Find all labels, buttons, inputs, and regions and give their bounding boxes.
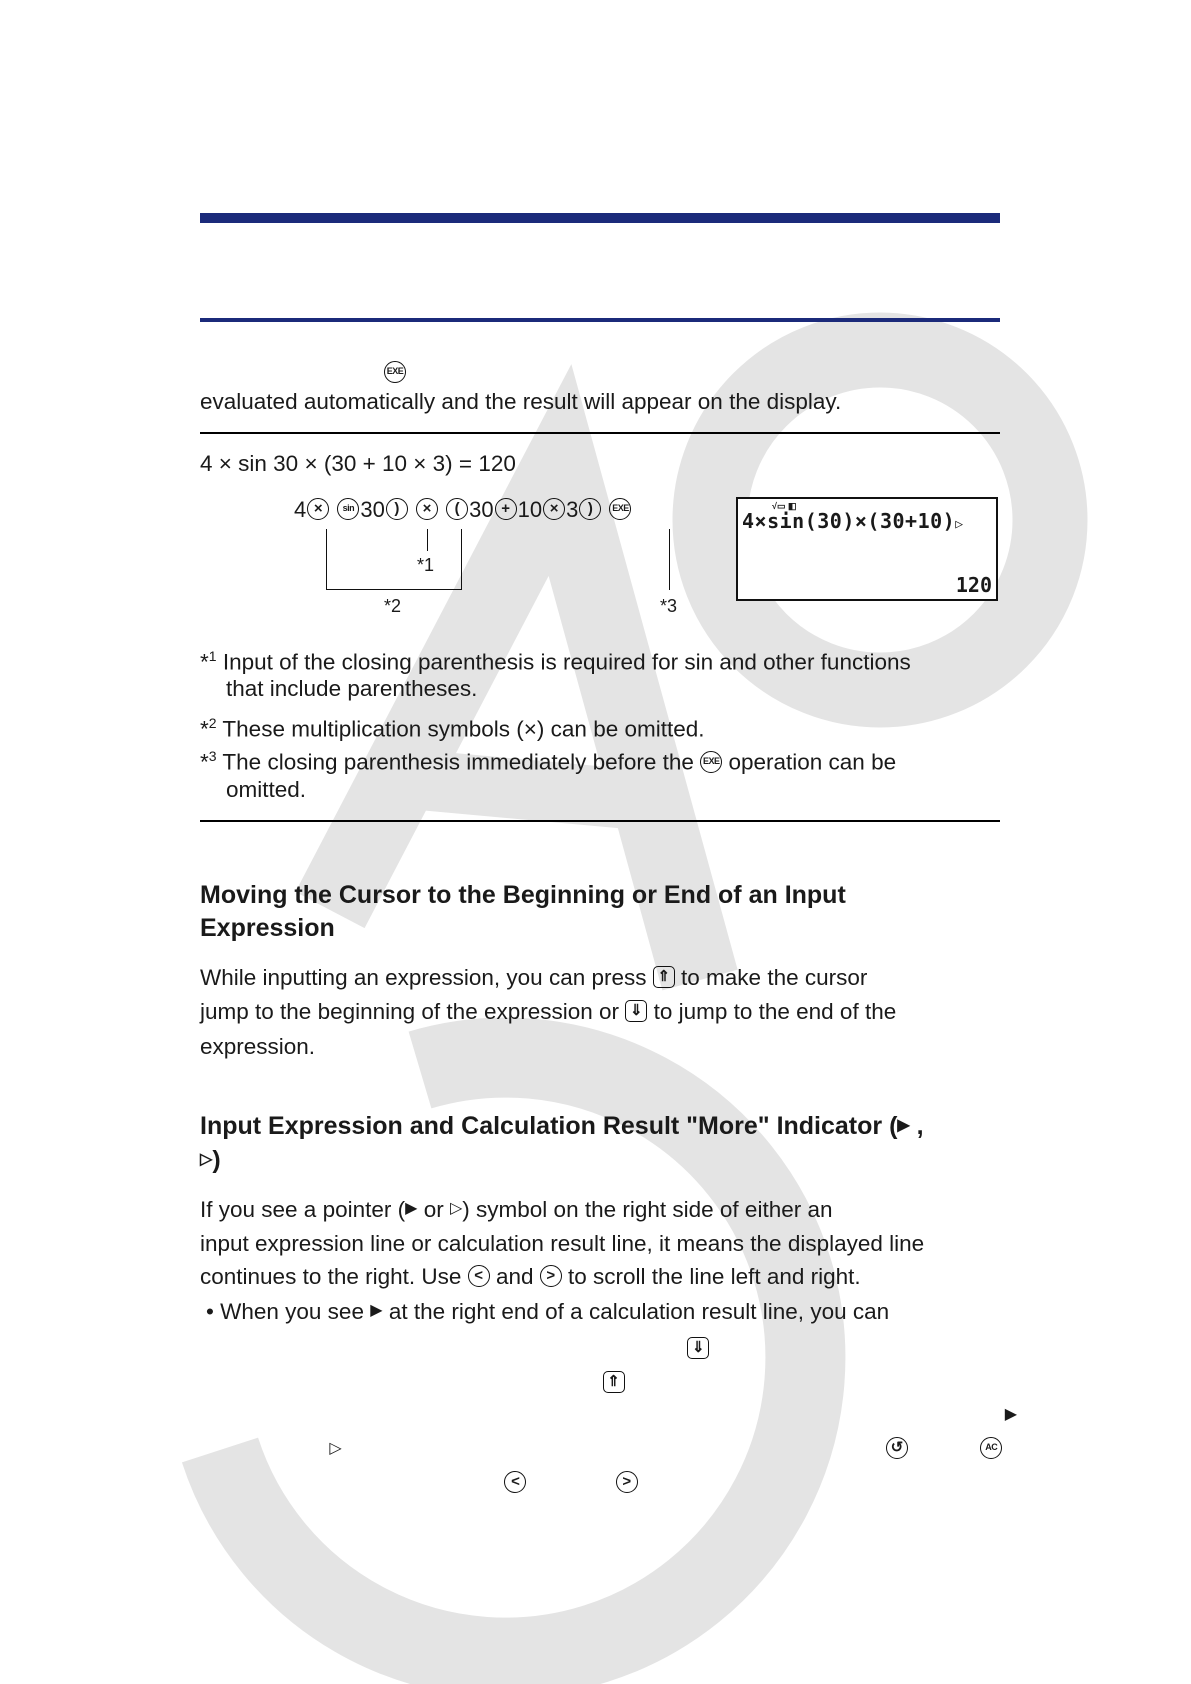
double-down-key-icon: ⇓ (625, 1000, 647, 1022)
text: to make the cursor (681, 965, 868, 990)
double-down-key-icon: ⇓ (687, 1337, 709, 1359)
note-1-cont: that include parentheses. (226, 676, 478, 701)
note-mark: * (200, 749, 209, 775)
text: continues to the right. Use (200, 1264, 462, 1289)
key-digits-30b: 30 (469, 497, 494, 522)
solid-pointer-icon: ▶ (405, 1200, 418, 1218)
section1-para-line2 (200, 998, 896, 1026)
callout-label-3: *3 (660, 596, 678, 616)
note-3-text-b: operation can be (728, 749, 897, 775)
key-sequence (294, 497, 632, 523)
note-2 (200, 709, 705, 744)
display-expression-text: 4×sin(30)×(30+10) (742, 509, 956, 533)
callout-label-1: *1 (417, 555, 435, 575)
plus-key-icon: + (495, 498, 517, 520)
callout-line-1 (427, 529, 428, 551)
solid-pointer-icon: ▶ (897, 1116, 910, 1134)
section-title-line: Expression (200, 914, 335, 942)
key-digits-10: 10 (517, 497, 543, 522)
section1-para-line1 (200, 964, 867, 992)
multiply-key-icon: × (543, 498, 565, 520)
sin-key-icon: sin (337, 498, 359, 520)
close-paren-key-icon: ) (579, 498, 601, 520)
section2-para-line2: input expression line or calculation result line, it means the displayed line (200, 1231, 925, 1256)
text: ) symbol on the right side of either an (462, 1197, 833, 1222)
section1-para-line3: expression. (200, 1034, 316, 1059)
multiply-key-icon: × (307, 498, 329, 520)
section2-para-line3 (200, 1263, 861, 1291)
right-arrow-key-icon: > (540, 1265, 562, 1287)
example-expression: 4 × sin 30 × (30 + 10 × 3) = 120 (200, 451, 516, 476)
callout-line-3 (669, 529, 670, 590)
section-title-cursor (200, 879, 846, 945)
exe-key-icon: EXE (700, 751, 722, 773)
double-up-key-icon: ⇑ (603, 1371, 625, 1393)
note-sup: 2 (208, 715, 217, 731)
note-1-text: Input of the closing parenthesis is required for sin and other functions (222, 649, 911, 675)
section2-para-line1 (200, 1196, 833, 1225)
hollow-pointer-icon: ▷ (449, 1200, 463, 1218)
text: to jump to the end of the (653, 999, 897, 1024)
text: to scroll the line left and right. (568, 1264, 861, 1289)
note-mark: * (200, 649, 209, 675)
note-3 (200, 742, 896, 777)
bracket-2-left (326, 529, 327, 590)
note-sup: 3 (208, 748, 217, 764)
text: ) (212, 1145, 221, 1174)
note-sup: 1 (208, 648, 217, 664)
text: Input Expression and Calculation Result "More" Indicator ( (200, 1112, 898, 1140)
left-arrow-key-icon: < (504, 1471, 526, 1493)
text: If you see a pointer ( (200, 1197, 406, 1222)
section-title-more-indicator (200, 1110, 924, 1178)
right-arrow-key-icon: > (616, 1471, 638, 1493)
display-expression (742, 509, 964, 533)
close-paren-key-icon: ) (386, 498, 408, 520)
bracket-2-bottom (326, 589, 462, 590)
exe-key-icon: EXE (384, 361, 406, 383)
note-1 (200, 642, 911, 677)
left-arrow-key-icon: < (468, 1265, 490, 1287)
section-title-line: Moving the Cursor to the Beginning or End of an Input (200, 881, 846, 909)
hollow-pointer-icon: ▷ (200, 1150, 213, 1168)
multiply-key-icon: × (416, 498, 438, 520)
text: or (423, 1197, 444, 1222)
key-digit-3: 3 (566, 497, 579, 522)
display-result: 120 (955, 573, 992, 597)
note-3-cont: omitted. (226, 777, 307, 802)
text: • When you see (206, 1299, 364, 1324)
calculator-display (736, 497, 998, 601)
example-top-rule (200, 432, 1000, 434)
note-2-text: These multiplication symbols (×) can be omitted. (222, 716, 705, 742)
hollow-pointer-icon: ▷ (329, 1440, 342, 1458)
undo-key-icon: ↺ (886, 1437, 908, 1459)
solid-pointer-icon: ▶ (1004, 1406, 1018, 1424)
text: While inputting an expression, you can press (200, 965, 647, 990)
exe-key-icon: EXE (609, 498, 631, 520)
open-paren-key-icon: ( (446, 498, 468, 520)
header-rule-thick (200, 213, 1000, 223)
section2-bullet (206, 1298, 889, 1327)
key-digit-4: 4 (294, 497, 307, 522)
double-up-key-icon: ⇑ (653, 966, 675, 988)
text: , (916, 1112, 924, 1140)
more-pointer-icon: ▷ (955, 517, 964, 532)
header-rule-thin (200, 318, 1000, 322)
text: and (495, 1264, 534, 1289)
callout-label-2: *2 (384, 596, 402, 616)
ac-key-icon: AC (980, 1437, 1002, 1459)
display-indicator: √▭ ◧ (772, 501, 797, 511)
intro-text: evaluated automatically and the result will appear on the display. (200, 389, 842, 414)
text: jump to the beginning of the expression or (200, 999, 620, 1024)
note-mark: * (200, 716, 209, 742)
note-3-text: The closing parenthesis immediately before the (222, 749, 694, 775)
key-digits-30: 30 (360, 497, 385, 522)
example-bottom-rule (200, 820, 1000, 822)
solid-pointer-icon: ▶ (370, 1302, 383, 1320)
text: at the right end of a calculation result line, you can (388, 1299, 890, 1324)
bracket-2-right (461, 529, 462, 590)
